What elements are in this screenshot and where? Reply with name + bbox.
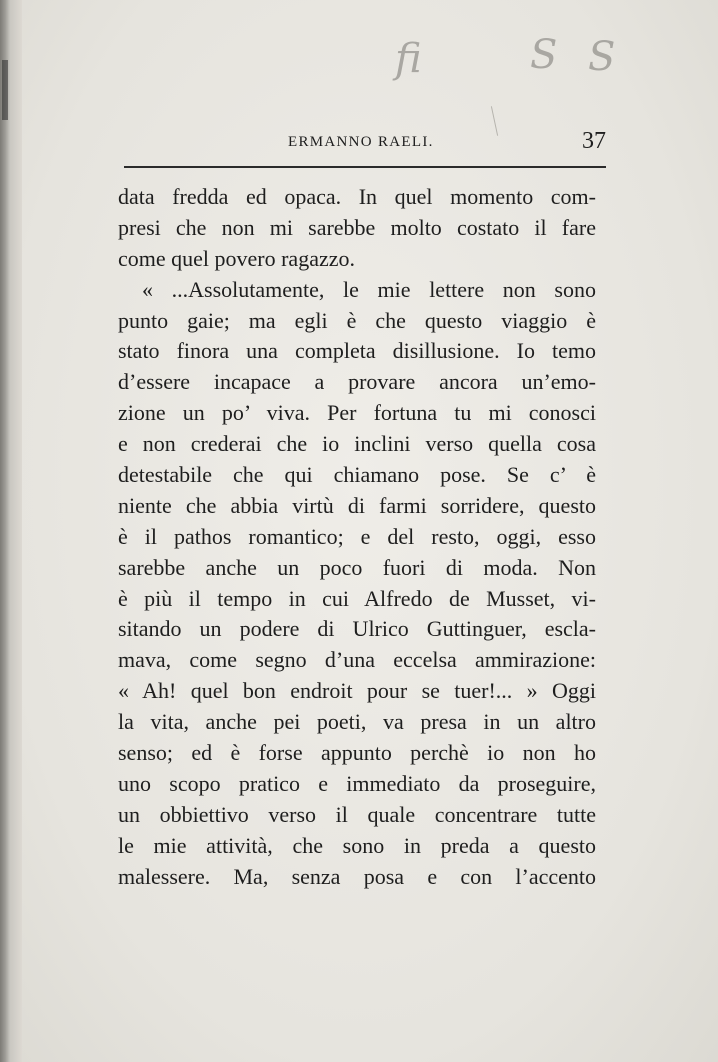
text-line: sitando un podere di Ulrico Guttinguer, escla- bbox=[118, 616, 596, 642]
text-line: è più il tempo in cui Alfredo de Musset, vi- bbox=[118, 585, 596, 611]
text-line: come quel povero ragazzo. bbox=[118, 245, 355, 271]
text-line: presi che non mi sarebbe molto costato il fare bbox=[118, 214, 596, 240]
spine-mark bbox=[2, 60, 8, 120]
text-line: « Ah! quel bon endroit pour se tuer!... » Oggi bbox=[118, 678, 596, 704]
text-line: un obbiettivo verso il quale concentrare tutte bbox=[118, 801, 596, 827]
text-line: le mie attività, che sono in preda a questo bbox=[118, 832, 596, 858]
text-line: stato finora una completa disillusione. Io temo bbox=[118, 338, 596, 364]
body-text bbox=[118, 182, 596, 892]
text-line: la vita, anche pei poeti, va presa in un altro bbox=[118, 709, 596, 735]
text-line: e non crederai che io inclini verso quella cosa bbox=[118, 431, 596, 457]
book-spine-shadow bbox=[0, 0, 22, 1062]
text-line: data fredda ed opaca. In quel momento com- bbox=[118, 184, 596, 209]
text-line: d’essere incapace a provare ancora un’emo- bbox=[118, 369, 596, 395]
header-rule bbox=[124, 166, 606, 168]
text-line: sarebbe anche un poco fuori di moda. Non bbox=[118, 554, 596, 580]
text-line: niente che abbia virtù di farmi sorridere, questo bbox=[118, 492, 596, 518]
page-number: 37 bbox=[582, 128, 606, 154]
text-line: punto gaie; ma egli è che questo viaggio è bbox=[118, 307, 596, 333]
text-line: « ...Assolutamente, le mie lettere non sono bbox=[142, 276, 596, 302]
running-title: ERMANNO RAELI. bbox=[288, 134, 434, 150]
text-line: zione un po’ viva. Per fortuna tu mi conosci bbox=[118, 400, 596, 426]
text-line: è il pathos romantico; e del resto, oggi, esso bbox=[118, 523, 596, 549]
text-line: uno scopo pratico e immediato da proseguire, bbox=[118, 770, 596, 796]
pencil-tick bbox=[491, 106, 498, 136]
pencil-mark: fi bbox=[395, 36, 422, 82]
text-line: malessere. Ma, senza posa e con l’accento bbox=[118, 863, 596, 889]
page-header bbox=[122, 128, 606, 158]
text-line: senso; ed è forse appunto perchè io non ho bbox=[118, 740, 596, 766]
text-line: detestabile che qui chiamano pose. Se c’ è bbox=[118, 462, 596, 488]
pencil-mark: S bbox=[588, 34, 616, 80]
pencil-mark: S bbox=[530, 32, 558, 78]
text-line: mava, come segno d’una eccelsa ammirazione: bbox=[118, 647, 596, 673]
